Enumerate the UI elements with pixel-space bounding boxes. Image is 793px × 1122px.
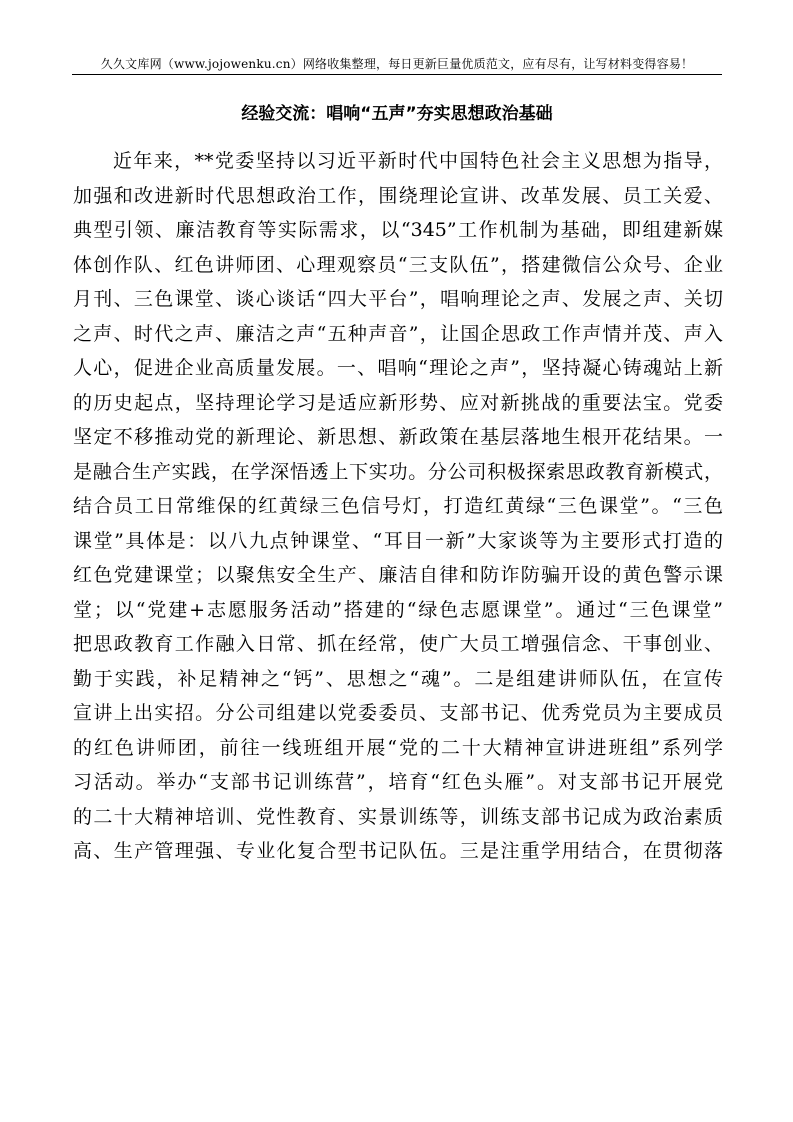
- body-line: 典型引领、廉洁教育等实际需求，以“345”工作机制为基础，即组建新媒: [73, 219, 723, 241]
- body-line: 把思政教育工作融入日常、抓在经常，使广大员工增强信念、干事创业、: [73, 633, 723, 655]
- body-line: 的红色讲师团，前往一线班组开展“党的二十大精神宣讲进班组”系列学: [73, 736, 723, 759]
- document-body: [73, 144, 723, 869]
- body-line: 月刊、三色课堂、谈心谈话“四大平台”，唱响理论之声、发展之声、关切: [73, 288, 723, 310]
- body-line: 体创作队、红色讲师团、心理观察员“三支队伍”，搭建微信公众号、企业: [73, 253, 723, 276]
- body-line: 勤于实践，补足精神之“钙”、思想之“魂”。二是组建讲师队伍，在宣传: [73, 667, 723, 690]
- body-line: 红色党建课堂；以聚焦安全生产、廉洁自律和防诈防骗开设的黄色警示课: [73, 564, 723, 586]
- body-line: 结合员工日常维保的红黄绿三色信号灯，打造红黄绿“三色课堂”。“三色: [73, 495, 723, 517]
- body-line: 人心，促进企业高质量发展。一、唱响“理论之声”，坚持凝心铸魂站上新: [73, 357, 723, 379]
- body-line: 是融合生产实践，在学深悟透上下实功。分公司积极探索思政教育新模式，: [73, 460, 723, 483]
- body-line: 的历史起点，坚持理论学习是适应新形势、应对新挑战的重要法宝。党委: [73, 391, 723, 414]
- body-line: 坚定不移推动党的新理论、新思想、新政策在基层落地生根开花结果。一: [73, 426, 723, 448]
- body-line: 加强和改进新时代思想政治工作，围绕理论宣讲、改革发展、员工关爱、: [73, 184, 723, 207]
- body-line: 堂；以“党建+志愿服务活动”搭建的“绿色志愿课堂”。通过“三色课堂”: [73, 598, 723, 621]
- body-line: 近年来，**党委坚持以习近平新时代中国特色社会主义思想为指导，: [113, 150, 723, 172]
- body-line: 宣讲上出实招。分公司组建以党委委员、支部书记、优秀党员为主要成员: [73, 702, 723, 724]
- body-line: 课堂”具体是：以八九点钟课堂、“耳目一新”大家谈等为主要形式打造的: [73, 529, 723, 552]
- body-line: 的二十大精神培训、党性教育、实景训练等，训练支部书记成为政治素质: [73, 805, 723, 828]
- header-divider: [72, 74, 722, 75]
- body-line: 习活动。举办“支部书记训练营”，培育“红色头雁”。对支部书记开展党: [73, 771, 723, 793]
- page-header: 久久文库网（www.jojowenku.cn）网络收集整理，每日更新巨量优质范文，应有尽有，让写材料变得容易！: [100, 57, 694, 71]
- document-title: 经验交流：唱响“五声”夯实思想政治基础: [241, 104, 553, 124]
- body-line: 高、生产管理强、专业化复合型书记队伍。三是注重学用结合，在贯彻落: [73, 840, 723, 862]
- body-line: 之声、时代之声、廉洁之声“五种声音”，让国企思政工作声情并茂、声入: [73, 322, 723, 345]
